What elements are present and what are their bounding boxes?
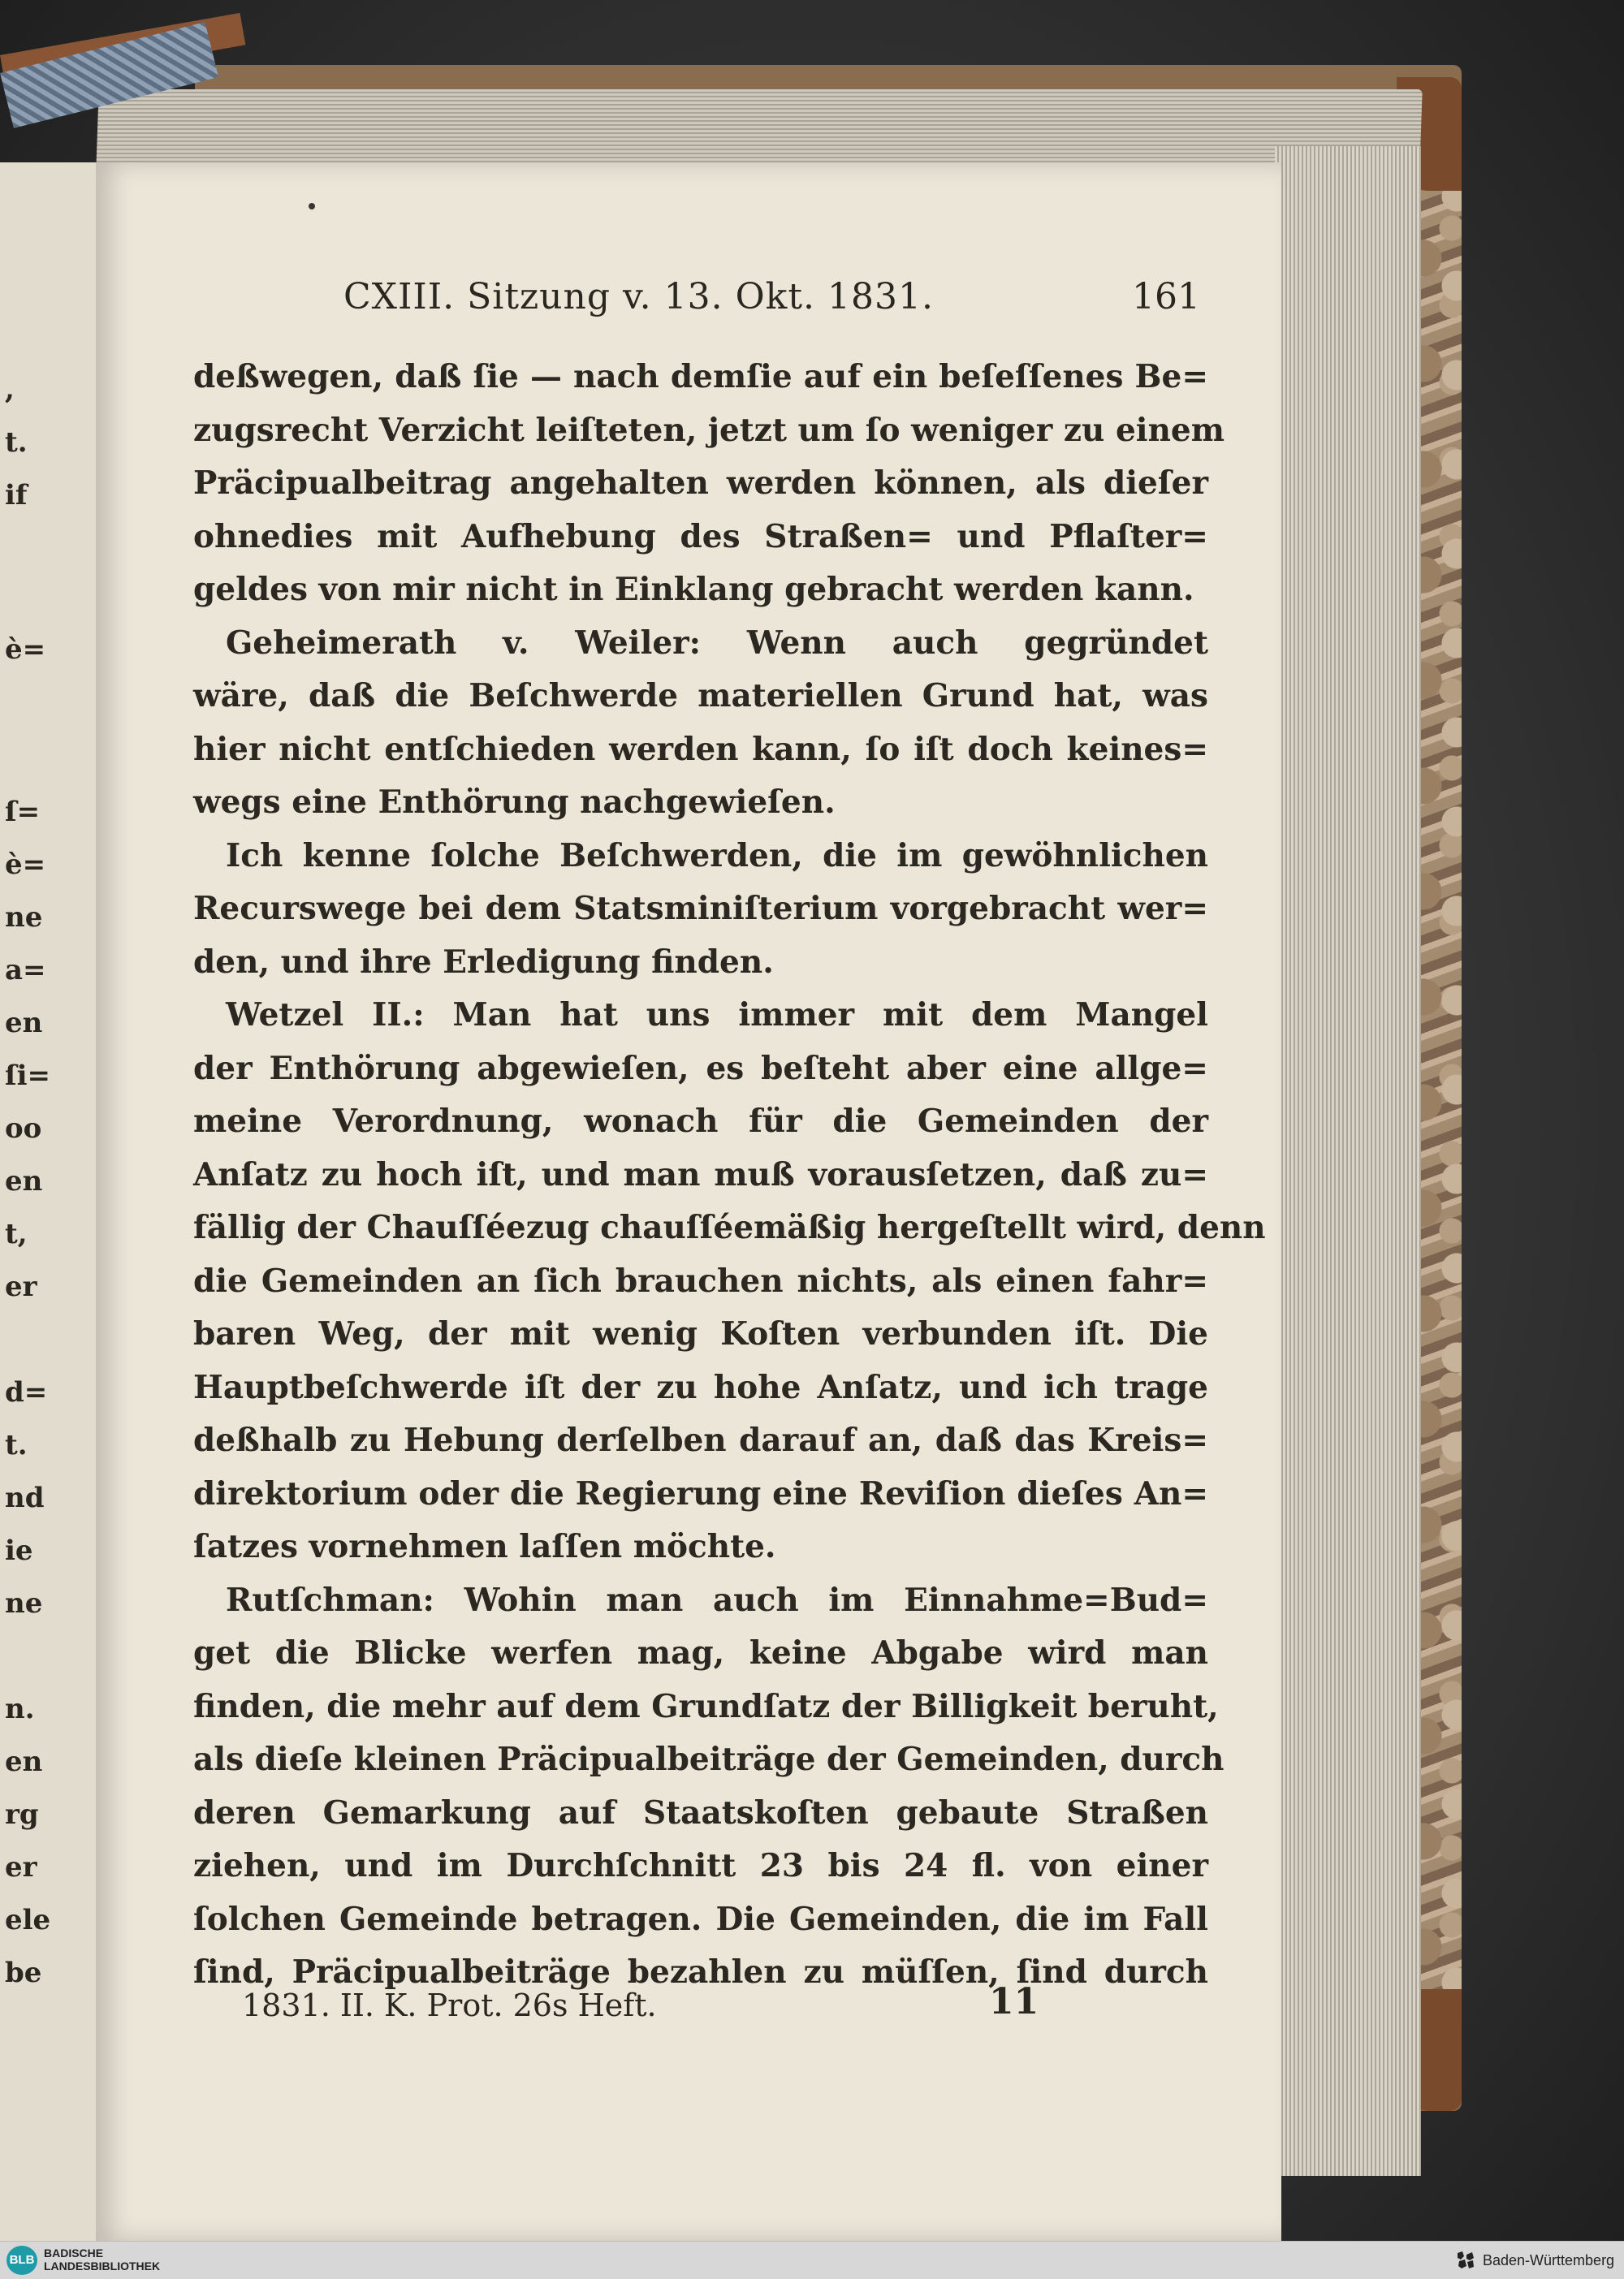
library-name <box>44 2247 160 2273</box>
text-line: ſatzes vornehmen laſſen möchte. <box>193 1528 776 1565</box>
text-line: finden, die mehr auf dem Grundſatz der Billigkeit beruht, <box>193 1687 1219 1725</box>
fragment: er <box>5 1851 37 1884</box>
fragment: nd <box>5 1482 45 1514</box>
fragment: ele <box>5 1904 51 1936</box>
library-name-line2: LANDESBIBLIOTHEK <box>44 2260 161 2273</box>
fragment: rg <box>5 1798 39 1831</box>
text-line: fällig der Chauſſéezug chauſſéemäßig hergeſtellt wird, denn <box>193 1209 1266 1246</box>
fragment: t. <box>5 426 28 459</box>
page-body <box>193 351 1266 2000</box>
fragment: n. <box>5 1693 35 1725</box>
text-line: zugsrecht Verzicht leiſteten, jetzt um ſo weniger zu einem <box>193 411 1225 449</box>
state-name[interactable]: Baden-Württemberg <box>1483 2252 1615 2268</box>
fragment: ne <box>5 901 43 934</box>
ink-speck <box>309 203 315 209</box>
text-line: als dieſe kleinen Präcipualbeiträge der Gemeinden, durch <box>193 1741 1224 1778</box>
signature-mark: 1831. II. K. Prot. 26s Heft. <box>242 1988 657 2023</box>
fragment: en <box>5 1007 43 1039</box>
fragment: ſi= <box>5 1060 51 1092</box>
footer-bar <box>0 2241 1624 2279</box>
book-page <box>96 162 1281 2241</box>
text-line: deren Gemarkung auf Staatskoſten gebaute Straßen <box>193 1793 1208 1832</box>
text-line: ziehen, und im Durchſchnitt 23 bis 24 fl. von einer <box>193 1847 1208 1884</box>
fragment: t, <box>5 1218 28 1250</box>
blb-logo[interactable]: BLB <box>6 2246 37 2275</box>
text-line: meine Verordnung, wonach für die Gemeinden der <box>193 1103 1208 1140</box>
page-block-top <box>96 89 1422 170</box>
text-line: Geheimerath v. Weiler: Wenn auch gegründet <box>226 624 1208 662</box>
fragment: er <box>5 1271 37 1303</box>
running-title: CXIII. Sitzung v. 13. Okt. 1831. <box>343 276 934 317</box>
library-name-line1: BADISCHE <box>44 2247 104 2260</box>
fragment: è= <box>5 633 46 666</box>
fragment: oo <box>5 1112 42 1145</box>
text-line: wegs eine Enthörung nachgewieſen. <box>193 783 836 821</box>
text-line: die Gemeinden an ſich brauchen nichts, als einen fahr= <box>193 1262 1208 1300</box>
sheet-number: 11 <box>989 1981 1039 2022</box>
fragment: ne <box>5 1587 43 1620</box>
running-header <box>343 276 1200 325</box>
text-line: wäre, daß die Beſchwerde materiellen Grund hat, was <box>193 677 1208 714</box>
previous-page <box>0 162 101 2257</box>
fragment: t. <box>5 1429 28 1461</box>
fragment: be <box>5 1957 42 1989</box>
text-line: Rutſchman: Wohin man auch im Einnahme=Bud= <box>226 1581 1208 1619</box>
wuerttemberg-lions-icon <box>1453 2248 1478 2273</box>
text-line: hier nicht entſchieden werden kann, ſo iſt doch keines= <box>193 730 1208 768</box>
fragment: è= <box>5 848 46 881</box>
text-line: Präcipualbeitrag angehalten werden können, als dieſer <box>193 464 1208 502</box>
text-line: baren Weg, der mit wenig Koſten verbunden iſt. Die <box>193 1315 1208 1353</box>
text-line: Recurswege bei dem Statsminiſterium vorgebracht wer= <box>193 890 1208 927</box>
fragment: ie <box>5 1534 33 1567</box>
text-line: der Enthörung abgewieſen, es beſteht aber eine allge= <box>193 1049 1208 1087</box>
fragment: d= <box>5 1376 48 1409</box>
text-line: geldes von mir nicht in Einklang gebracht werden kann. <box>193 571 1194 608</box>
text-line: ſind, Präcipualbeiträge bezahlen zu müſſen, ſind durch <box>193 1953 1208 1991</box>
page-footer <box>242 1981 1054 2036</box>
fragment: en <box>5 1165 43 1198</box>
text-line: ohnedies mit Aufhebung des Straßen= und Pflaſter= <box>193 517 1208 555</box>
text-line: get die Blicke werfen mag, keine Abgabe wird man <box>193 1634 1208 1672</box>
fragment: if <box>5 479 28 511</box>
text-line: ſolchen Gemeinde betragen. Die Gemeinden, die im Fall <box>193 1900 1208 1938</box>
text-line: Anſatz zu hoch iſt, und man muß vorausſetzen, daß zu= <box>193 1155 1208 1193</box>
text-line: direktorium oder die Regierung eine Reviſion dieſes An= <box>193 1474 1208 1513</box>
text-line: Hauptbeſchwerde iſt der zu hohe Anſatz, und ich trage <box>193 1368 1208 1406</box>
text-line: deßhalb zu Hebung derſelben darauf an, daß das Kreis= <box>193 1422 1208 1459</box>
page-block-side <box>1275 146 1421 2176</box>
text-line: Wetzel II.: Man hat uns immer mit dem Mangel <box>226 996 1208 1034</box>
text-line: den, und ihre Erledigung finden. <box>193 943 774 981</box>
text-line: deßwegen, daß ſie — nach demſie auf ein beſeſſenes Be= <box>193 358 1208 395</box>
text-line: Ich kenne ſolche Beſchwerden, die im gewöhnlichen <box>226 836 1208 874</box>
fragment: , <box>5 373 15 406</box>
page-number: 161 <box>1132 276 1200 317</box>
fragment: ſ= <box>5 796 41 828</box>
fragment: en <box>5 1746 43 1778</box>
fragment: a= <box>5 954 46 986</box>
